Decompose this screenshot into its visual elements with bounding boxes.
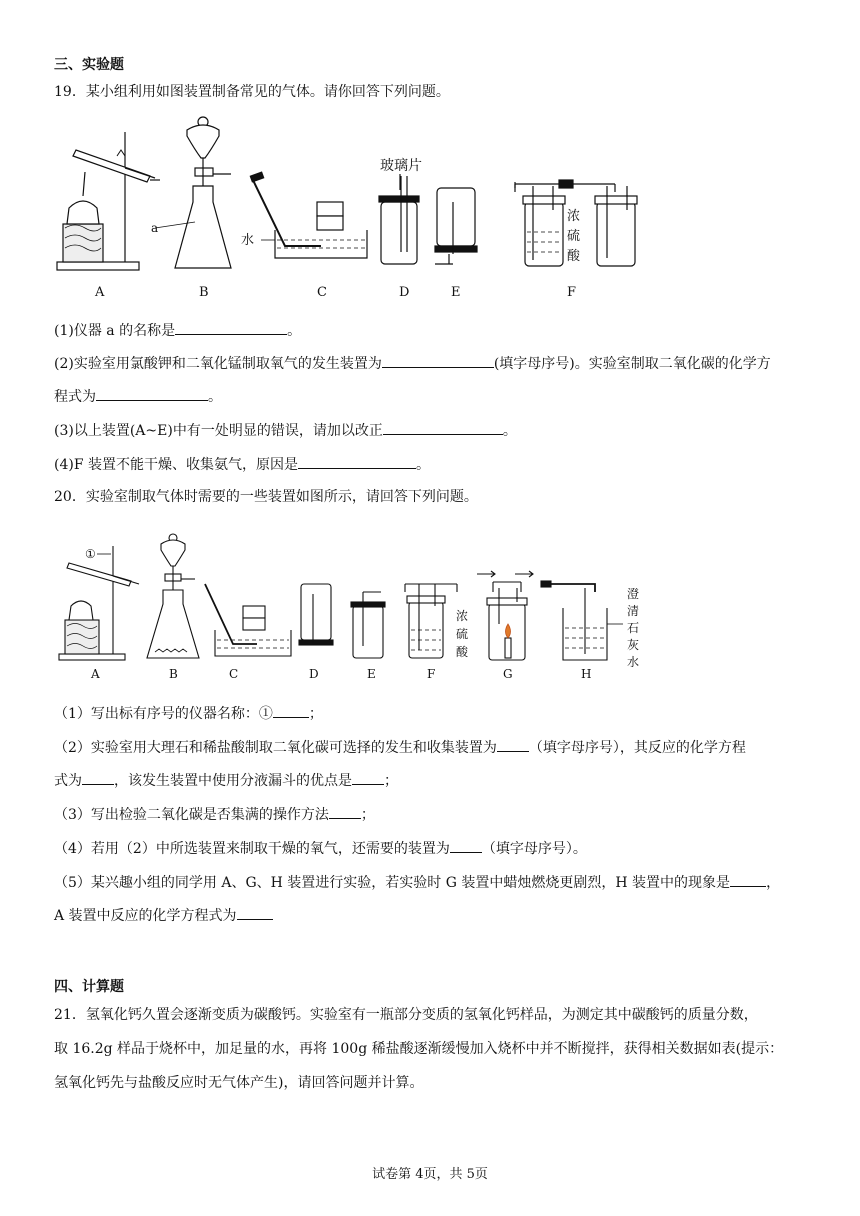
q20-apparatus-d bbox=[299, 584, 333, 645]
q20-letter-a: A bbox=[91, 667, 100, 681]
q20-apparatus-e bbox=[351, 592, 385, 658]
q19-blank-4[interactable] bbox=[298, 454, 416, 469]
q19-apparatus-a bbox=[57, 132, 160, 270]
q19-letter-d: D bbox=[399, 285, 410, 300]
q19-letter-b: B bbox=[199, 285, 209, 300]
q20-letter-h: H bbox=[581, 667, 592, 681]
q20-part-5-cont: A 装置中反应的化学方程式为 bbox=[54, 905, 273, 926]
q20-blank-5b[interactable] bbox=[237, 905, 273, 920]
q20-blank-2c[interactable] bbox=[352, 770, 384, 785]
q20-blank-2b[interactable] bbox=[82, 770, 114, 785]
q19-letter-e: E bbox=[451, 285, 461, 300]
q19-letter-f: F bbox=[567, 285, 577, 300]
q20-letter-e: E bbox=[367, 667, 376, 681]
q20-apparatus-b bbox=[147, 534, 199, 658]
q20-apparatus-g bbox=[477, 571, 533, 660]
q20-part-2: （2）实验室用大理石和稀盐酸制取二氧化碳可选择的发生和收集装置为 （填字母序号），其反应的化学方程 bbox=[54, 737, 746, 758]
q20-label-lime-3: 石 bbox=[627, 621, 640, 635]
q20-label-lime-2: 清 bbox=[627, 604, 640, 618]
q20-label-acid-3: 酸 bbox=[456, 645, 469, 659]
q20-label-lime-5: 水 bbox=[627, 655, 640, 669]
q19-part-3: (3)以上装置(A~E)中有一处明显的错误，请加以改正 。 bbox=[54, 420, 517, 441]
q20-part-2-cont: 式为 ，该发生装置中使用分液漏斗的优点是 ； bbox=[54, 770, 398, 791]
q20-label-lime-4: 灰 bbox=[627, 638, 640, 652]
q19-label-acid-2: 硫 bbox=[567, 229, 581, 244]
q20-apparatus-a bbox=[59, 546, 139, 660]
section-title-experiment: 三、实验题 bbox=[54, 57, 124, 73]
q20-part-3: （3）写出检验二氧化碳是否集满的操作方法 ； bbox=[54, 804, 375, 825]
q20-apparatus-c bbox=[205, 584, 291, 656]
q19-letter-c: C bbox=[317, 285, 327, 300]
q21-line-1: 21．氢氧化钙久置会逐渐变质为碳酸钙。实验室有一瓶部分变质的氢氧化钙样品，为测定其中碳酸钙的质量分数， bbox=[54, 1007, 758, 1023]
q20-apparatus-h bbox=[541, 581, 639, 669]
q19-letter-a: A bbox=[95, 285, 105, 300]
q20-part-4: （4）若用（2）中所选装置来制取干燥的氧气，还需要的装置为 （填字母序号）。 bbox=[54, 838, 587, 859]
q20-letter-d: D bbox=[309, 667, 319, 681]
q20-label-lime-1: 澄 bbox=[627, 587, 640, 601]
q20-blank-5a[interactable] bbox=[730, 872, 766, 887]
q19-blank-2a[interactable] bbox=[382, 353, 494, 368]
q21-line-2: 取 16.2g 样品于烧杯中，加足量的水，再将 100g 稀盐酸逐渐缓慢加入烧杯中并不断搅拌，获得相关数据如表(提示： bbox=[54, 1041, 784, 1057]
q20-blank-2a[interactable] bbox=[497, 737, 529, 752]
question-19-stem: 19．某小组利用如图装置制备常见的气体。请你回答下列问题。 bbox=[54, 84, 450, 100]
q20-part-5: （5）某兴趣小组的同学用 A、G、H 装置进行实验，若实验时 G 装置中蜡烛燃烧更剧烈，H 装置中的现象是 ， bbox=[54, 872, 780, 893]
q20-letter-b: B bbox=[169, 667, 178, 681]
q19-part-4: (4)F 装置不能干燥、收集氨气，原因是 。 bbox=[54, 454, 430, 475]
q19-label-water: 水 bbox=[241, 233, 255, 248]
q20-apparatus-figure bbox=[55, 532, 655, 682]
q21-line-3: 氢氧化钙先与盐酸反应时无气体产生)，请回答问题并计算。 bbox=[54, 1075, 424, 1091]
q19-part-1: (1)仪器 a 的名称是 。 bbox=[54, 320, 301, 341]
q20-letter-c: C bbox=[229, 667, 239, 681]
q20-marker-1: ① bbox=[85, 547, 96, 561]
q19-label-a: a bbox=[151, 221, 159, 235]
q19-apparatus-b bbox=[151, 117, 231, 268]
q19-blank-1[interactable] bbox=[175, 320, 287, 335]
q19-apparatus-f bbox=[515, 180, 637, 266]
q19-apparatus-e bbox=[435, 188, 477, 264]
q19-label-acid-1: 浓 bbox=[567, 209, 581, 224]
q20-label-acid-1: 浓 bbox=[456, 609, 469, 623]
q20-letter-g: G bbox=[503, 667, 513, 681]
q19-apparatus-c bbox=[241, 172, 367, 258]
q20-blank-1[interactable] bbox=[273, 703, 309, 718]
q20-apparatus-f bbox=[405, 584, 469, 659]
section-title-calculation: 四、计算题 bbox=[54, 979, 124, 995]
q20-blank-4[interactable] bbox=[450, 838, 482, 853]
q20-label-acid-2: 硫 bbox=[456, 627, 469, 641]
page-footer: 试卷第 4页，共 5页 bbox=[372, 1167, 488, 1182]
q19-apparatus-d bbox=[379, 157, 422, 264]
q19-blank-3[interactable] bbox=[383, 420, 503, 435]
question-20-stem: 20．实验室制取气体时需要的一些装置如图所示，请回答下列问题。 bbox=[54, 489, 478, 505]
q20-letter-f: F bbox=[427, 667, 436, 681]
q19-part-2-cont: 程式为 。 bbox=[54, 386, 222, 407]
q19-apparatus-figure bbox=[55, 112, 645, 302]
q19-label-acid-3: 酸 bbox=[567, 249, 581, 264]
q19-label-glass: 玻璃片 bbox=[380, 158, 422, 174]
q19-blank-2b[interactable] bbox=[96, 386, 208, 401]
q20-blank-3[interactable] bbox=[329, 804, 361, 819]
q19-part-2: (2)实验室用氯酸钾和二氧化锰制取氧气的发生装置为 (填字母序号)。实验室制取二氧化碳的化学方 bbox=[54, 353, 771, 374]
q20-part-1: （1）写出标有序号的仪器名称：① ； bbox=[54, 703, 323, 724]
